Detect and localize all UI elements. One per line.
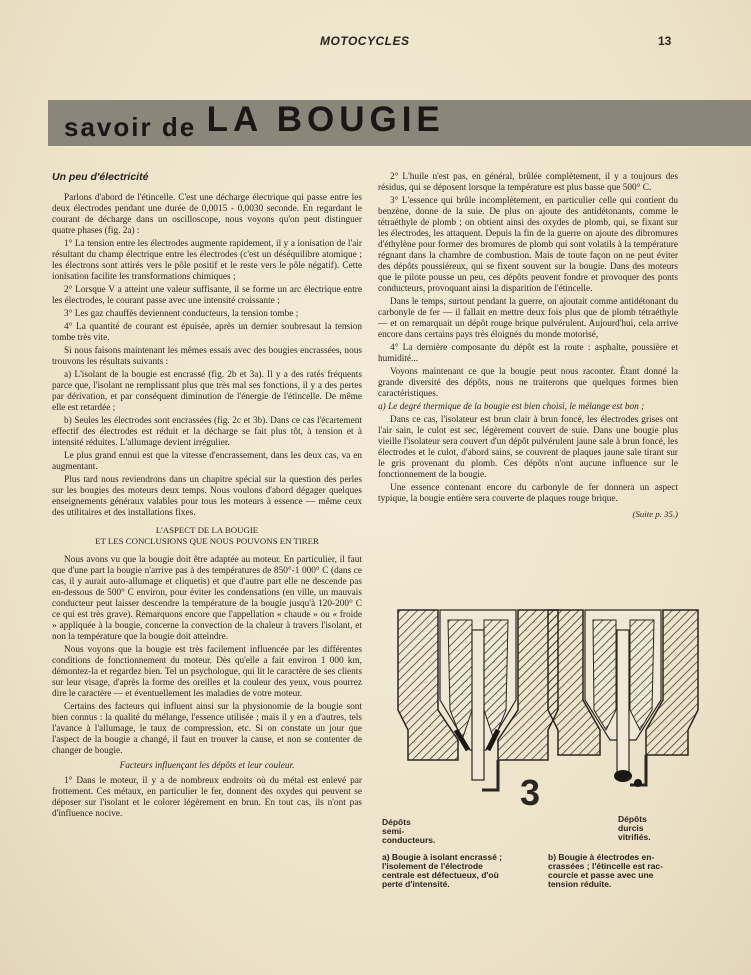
paragraph: Dans le temps, surtout pendant la guerre, on ajoutait comme antidétonant du carbonyle de fer — il fallait en mettre deux fois plus que de plomb tétraéthyle — et on remarquait un dépôt rouge brique pulvérulent. Aujourd'hui, cela arrive encore dans certains pays très éloignés du monde motorisé,	[378, 297, 678, 340]
banner-main-title: LA BOUGIE	[206, 100, 445, 139]
paragraph: 4° La dernière composante du dépôt est la route : asphalte, poussière et humidité...	[378, 343, 678, 364]
section-heading: Un peu d'électricité	[52, 171, 149, 183]
paragraph: Une essence contenant encore du carbonyle de fer donnera un aspect typique, la bougie entière sera couverte de plaques rouge brique.	[378, 483, 678, 504]
banner-title	[64, 100, 445, 140]
caption-line: tension réduite.	[548, 879, 612, 889]
plug-a-drawing	[398, 610, 558, 790]
page-number: 13	[658, 34, 672, 48]
banner-prefix: savoir de	[64, 112, 197, 142]
paragraph: Nous avons vu que la bougie doit être adaptée au moteur. En particulier, il faut que d'une part la bougie n'arrive pas à des températures de 850°-1 000° C (dans ce cas, il y aurait auto-allumage et cliquetis) et que d'autre part elle ne descende pas en-dessous de 500° C environ, pour éviter les condensations (en ville, un mauvais conducteur peut laisser descendre la température de la bougie jusqu'à 120-200° C ce qui est très grave). Remarquons encore que l'appellation « chaude » ou « froide » appliquée à la bougie, concerne la convection de la chaleur à travers l'isolant, et non la température que la bougie doit atteindre.	[52, 555, 362, 642]
spark-plug-illustration	[378, 590, 708, 815]
running-header	[0, 34, 751, 52]
label-line: semi-	[382, 826, 405, 836]
caption-line: a) Bougie à isolant encrassé ;	[382, 852, 502, 862]
paragraph: a) L'isolant de la bougie est encrassé (fig. 2b et 3a). Il y a des ratés fréquents parce que, l'isolant ne remplissant plus que très mal ses fonctions, il y a des pertes par dérivation, et par conséquent diminution de l'énergie de l'étincelle. De même elle est retardée ;	[52, 370, 362, 413]
paragraph: Le plus grand ennui est que la vitesse d'encrassement, dans les deux cas, va en augmentant.	[52, 451, 362, 472]
figure-3	[378, 590, 708, 902]
paragraph: 2° L'huile n'est pas, en général, brûlée complètement, il y a toujours des résidus, qui se déposent lorsque la température est plus basse que 500° C.	[378, 172, 678, 193]
caption-line: perte d'intensité.	[382, 879, 450, 889]
paragraph: 3° Les gaz chauffés deviennent conducteurs, la tension tombe ;	[64, 309, 299, 319]
left-column	[52, 172, 362, 822]
label-line: Dépôts	[382, 817, 411, 827]
paragraph: b) Seules les électrodes sont encrassées (fig. 2c et 3b). Dans ce cas l'écartement effectif des électrodes est réduit et la décharge se fait plus tôt, à tension et à intensité réduites. L'allumage devient irrégulier.	[52, 416, 362, 448]
paragraph: 4° La quantité de courant est épuisée, après un dernier soubresaut la tension tombe très vite.	[52, 322, 362, 343]
figure-number: 3	[520, 772, 541, 813]
paragraph: Dans ce cas, l'isolateur est brun clair à brun foncé, les électrodes grises ont l'air sain, le culot est sec, légèrement couvert de suie. Dans une bougie plus vieille l'isolateur sera couvert d'un dépôt pulvérulent jaune sale à brun foncé, les électrodes et le culot, d'abord sains, se couvrent de plaques jaune sale tirant sur le gris provenant du plomb. Ces dépôts n'ont aucune influence sur le fonctionnement de la bougie.	[378, 415, 678, 480]
continued-note: (Suite p. 35.)	[632, 509, 678, 519]
paragraph: Voyons maintenant ce que la bougie peut nous raconter. Étant donné la grande diversité des dépôts, nous ne traiterons que quelques formes bien caractéristiques.	[378, 367, 678, 399]
caption-line: crassées ; l'étincelle est rac-	[548, 861, 663, 871]
running-title: MOTOCYCLES	[320, 34, 410, 48]
subheading-line-1: L'ASPECT DE LA BOUGIE	[155, 525, 259, 535]
right-column	[378, 172, 678, 520]
paragraph: 2° Lorsque V a atteint une valeur suffisante, il se forme un arc électrique entre les électrodes, le courant passe avec une intensité croissante ;	[52, 285, 362, 306]
paragraph: 1° La tension entre les électrodes augmente rapidement, il y a ionisation de l'air résultant du champ électrique entre les électrodes (c'est un déséquilibre atomique ; les électrons sont attirés vers le pôle positif et le reste vers le pôle négatif). Cette ionisation facilite les transformations chimiques ;	[52, 239, 362, 282]
label-line: durcis	[618, 823, 644, 833]
paragraph: Si nous faisons maintenant les mêmes essais avec des bougies encrassées, nous trouvons les résultats suivants :	[52, 346, 362, 367]
label-plug-a	[382, 818, 435, 845]
caption-line: b) Bougie à électrodes en-	[548, 852, 655, 862]
label-line: Dépôts	[618, 814, 647, 824]
label-line: vitrifiés.	[618, 832, 651, 842]
italic-case-heading: a) Le degré thermique de la bougie est bien choisi, le mélange est bon ;	[378, 402, 645, 412]
caption-line: l'isolement de l'électrode	[382, 861, 483, 871]
italic-subheading: Facteurs influençant les dépôts et leur couleur.	[119, 761, 295, 771]
paragraph: 3° L'essence qui brûle incomplètement, en particulier celle qui contient du benzène, donne de la suie. De plus on ajoute des antidétonants, comme le tétraéthyle de plomb ; on obtient ainsi des oxydes de plomb, qui, se fixant sur les électrodes, les attaquent. Depuis la fin de la guerre on ajoute des dibromures d'éthylène pour former des bromures de plomb qui sont volatils à la température régnant dans la chambre de combustion. Mais de toute façon on ne peut éviter des dépôts poussiéreux, qui se fixent souvent sur la bougie. Dans des moteurs que le pilote pousse un peu, ces dépôts peuvent fondre et provoquer des ponts conducteurs, provoquant ainsi la disparition de l'étincelle.	[378, 196, 678, 294]
label-line: conducteurs.	[382, 835, 436, 845]
subheading	[52, 525, 362, 547]
title-banner	[48, 100, 751, 146]
paragraph: Parlons d'abord de l'étincelle. C'est une décharge électrique qui passe entre les deux électrodes pendant une durée de 0,0015 - 0,0030 seconde. En regardant le courant de décharge dans un oscilloscope, nous voyons qu'on peut distinguer quatre phases (fig. 2a) :	[52, 193, 362, 236]
caption-b	[548, 853, 708, 889]
subheading-line-2: ET LES CONCLUSIONS QUE NOUS POUVONS EN TIRER	[95, 536, 319, 546]
caption-a	[382, 853, 542, 889]
paragraph: 1° Dans le moteur, il y a de nombreux endroits où du métal est enlevé par frottement. Ces métaux, en particulier le fer, donnent des oxydes qui peuvent se déposer sur l'isolant et le colorer légèrement en brun. En tout cas, ils n'ont pas d'influence nocive.	[52, 776, 362, 819]
caption-line: courcie et passe avec une	[548, 870, 654, 880]
label-plug-b	[618, 815, 651, 842]
paragraph: Nous voyons que la bougie est très facilement influencée par les différentes conditions de fonctionnement du moteur. Dès qu'elle a fait environ 1 000 km, démontez-la et regardez bien. Tel un psychologue, qui lit le caractère de ses clients sur leur visage, d'après la forme des oreilles et la couleur des yeux, vous pourrez dire le caractère — et éventuellement les maladies de votre moteur.	[52, 645, 362, 699]
paragraph: Certains des facteurs qui influent ainsi sur la physionomie de la bougie sont bien connus : la qualité du mélange, l'essence utilisée ; mais il y en a d'autres, tels l'avance à l'allumage, le taux de compression, etc. Si on constate un jour que l'aspect de la bougie a changé, il faut en trouver la cause, et non se contenter de changer de bougie.	[52, 702, 362, 756]
plug-b-drawing	[548, 610, 698, 787]
caption-line: centrale est défectueux, d'où	[382, 870, 499, 880]
paragraph: Plus tard nous reviendrons dans un chapitre spécial sur la question des perles sur les bougies des moteurs deux temps. Nous voulons d'abord dégager quelques enseignements généraux valables pour tous les moteurs à essence — même ceux des utilitaires et des installations fixes.	[52, 475, 362, 518]
